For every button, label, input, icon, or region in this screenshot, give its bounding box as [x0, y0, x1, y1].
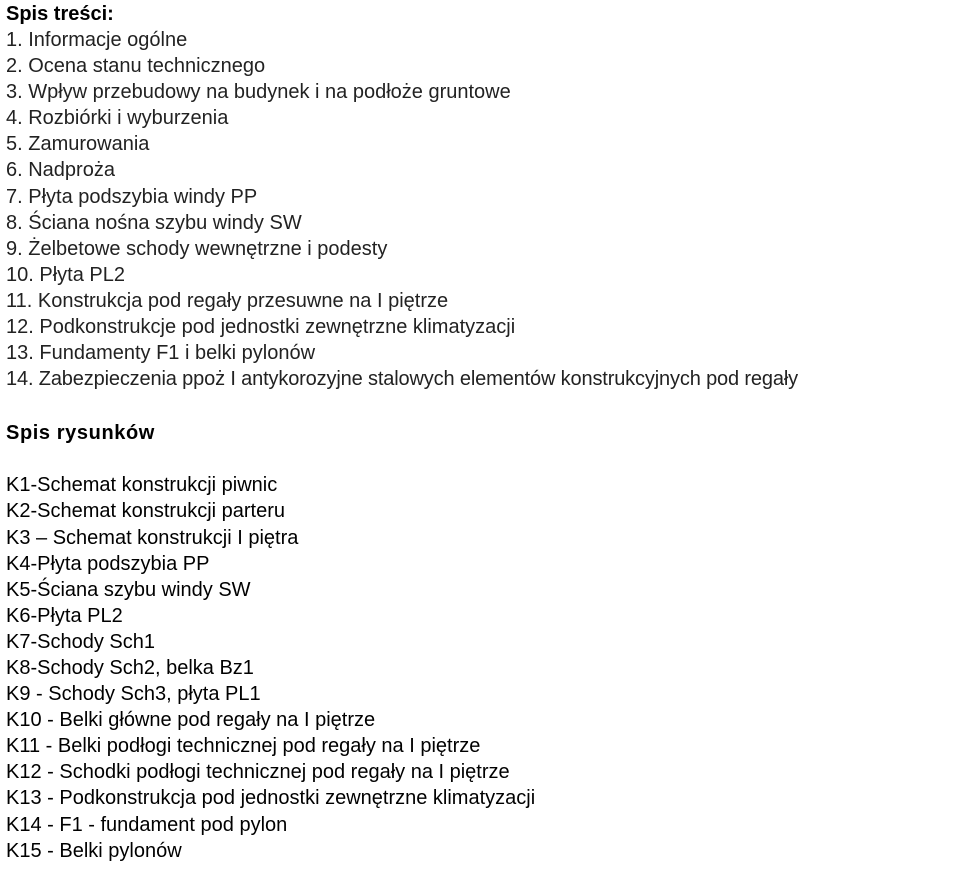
toc-item: 12. Podkonstrukcje pod jednostki zewnętrzne klimatyzacji [6, 316, 516, 339]
toc-item: 1. Informacje ogólne [6, 29, 188, 51]
figure-item: K8-Schody Sch2, belka Bz1 [6, 656, 254, 679]
figure-item: K5-Ściana szybu windy SW [6, 578, 251, 601]
figure-item: K9 - Schody Sch3, płyta PL1 [6, 683, 261, 706]
figure-item: K2-Schemat konstrukcji parteru [6, 500, 286, 523]
toc-item: 4. Rozbiórki i wyburzenia [6, 107, 229, 130]
toc-item: 8. Ściana nośna szybu windy SW [6, 211, 302, 234]
figure-item: K15 - Belki pylonów [6, 839, 182, 862]
toc-item: 10. Płyta PL2 [6, 263, 125, 286]
toc-item: 3. Wpływ przebudowy na budynek i na podłoże gruntowe [6, 81, 511, 104]
figure-item: K1-Schemat konstrukcji piwnic [6, 474, 278, 497]
figure-item: K3 – Schemat konstrukcji I piętra [6, 526, 299, 549]
toc-item: 7. Płyta podszybia windy PP [6, 185, 258, 208]
toc-item: 2. Ocena stanu technicznego [6, 55, 266, 78]
toc-item: 13. Fundamenty F1 i belki pylonów [6, 342, 316, 365]
figure-item: K11 - Belki podłogi technicznej pod regały na I piętrze [6, 735, 481, 758]
figure-item: K6-Płyta PL2 [6, 604, 123, 627]
figure-item: K14 - F1 - fundament pod pylon [6, 813, 288, 836]
figure-item: K12 - Schodki podłogi technicznej pod regały na I piętrze [6, 761, 510, 784]
figures-list [6, 472, 956, 863]
toc-item: 11. Konstrukcja pod regały przesuwne na I piętrze [6, 289, 449, 312]
toc-item: 6. Nadproża [6, 159, 115, 182]
figure-item: K13 - Podkonstrukcja pod jednostki zewnętrzne klimatyzacji [6, 787, 536, 810]
figures-title: Spis rysunków [6, 422, 155, 445]
toc-item: 5. Zamurowania [6, 133, 150, 156]
toc-title: Spis treści: [6, 3, 114, 25]
figure-item: K10 - Belki główne pod regały na I piętrze [6, 709, 376, 732]
toc-item: 9. Żelbetowe schody wewnętrzne i podesty [6, 237, 388, 260]
figure-item: K4-Płyta podszybia PP [6, 552, 210, 575]
toc-item: 14. Zabezpieczenia ppoż I antykorozyjne stalowych elementów konstrukcyjnych pod regały [6, 368, 798, 391]
figure-item: K7-Schody Sch1 [6, 630, 155, 653]
document-page [6, 0, 956, 864]
toc-list [6, 27, 956, 392]
